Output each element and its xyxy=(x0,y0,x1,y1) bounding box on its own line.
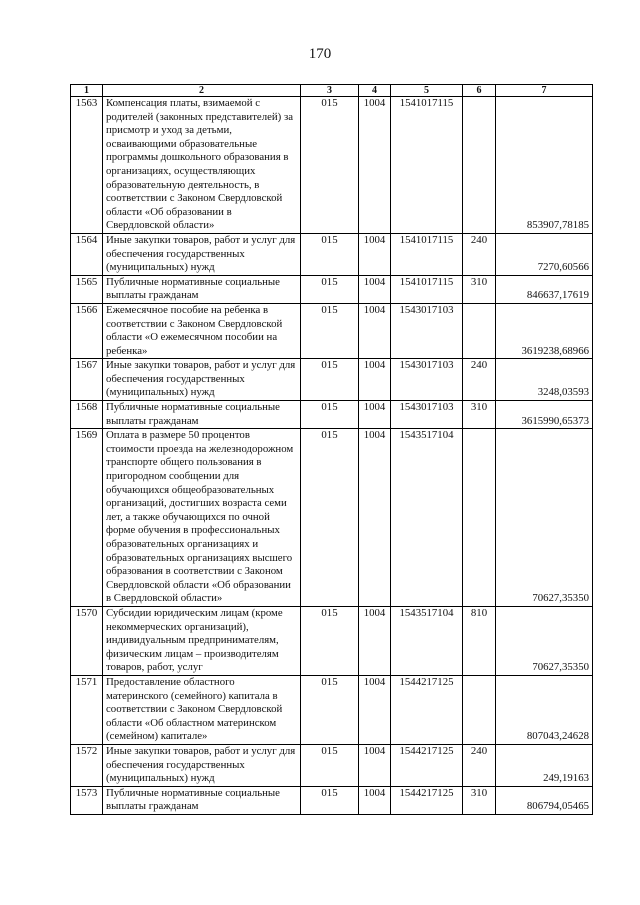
table-row xyxy=(71,97,593,234)
amount-value: 807043,24628 xyxy=(496,675,593,744)
target-article-code: 1541017115 xyxy=(391,97,463,234)
row-number: 1568 xyxy=(71,401,103,429)
table-row xyxy=(71,606,593,675)
row-description: Публичные нормативные социальные выплаты гражданам xyxy=(103,401,301,429)
amount-value: 806794,05465 xyxy=(496,786,593,814)
expense-type-code xyxy=(463,303,496,358)
department-code: 015 xyxy=(301,744,359,786)
row-number: 1563 xyxy=(71,97,103,234)
amount-value: 70627,35350 xyxy=(496,429,593,607)
section-code: 1004 xyxy=(359,97,391,234)
expense-type-code: 310 xyxy=(463,401,496,429)
column-header: 5 xyxy=(391,85,463,97)
section-code: 1004 xyxy=(359,359,391,401)
target-article-code: 1544217125 xyxy=(391,744,463,786)
column-header: 3 xyxy=(301,85,359,97)
target-article-code: 1543517104 xyxy=(391,429,463,607)
expense-type-code: 310 xyxy=(463,786,496,814)
amount-value: 3619238,68966 xyxy=(496,303,593,358)
table-row xyxy=(71,675,593,744)
row-number: 1565 xyxy=(71,275,103,303)
table-row xyxy=(71,303,593,358)
column-header: 1 xyxy=(71,85,103,97)
column-header: 6 xyxy=(463,85,496,97)
expense-type-code xyxy=(463,97,496,234)
target-article-code: 1544217125 xyxy=(391,786,463,814)
section-code: 1004 xyxy=(359,233,391,275)
amount-value: 3248,03593 xyxy=(496,359,593,401)
expense-type-code xyxy=(463,429,496,607)
target-article-code: 1543517104 xyxy=(391,606,463,675)
row-description: Ежемесячное пособие на ребенка в соответствии с Законом Свердловской области «О ежемесячном пособии на ребенка» xyxy=(103,303,301,358)
department-code: 015 xyxy=(301,401,359,429)
section-code: 1004 xyxy=(359,429,391,607)
row-description: Иные закупки товаров, работ и услуг для обеспечения государственных (муниципальных) нужд xyxy=(103,744,301,786)
amount-value: 7270,60566 xyxy=(496,233,593,275)
amount-value: 70627,35350 xyxy=(496,606,593,675)
expense-type-code xyxy=(463,675,496,744)
section-code: 1004 xyxy=(359,606,391,675)
row-description: Иные закупки товаров, работ и услуг для обеспечения государственных (муниципальных) нужд xyxy=(103,359,301,401)
row-number: 1569 xyxy=(71,429,103,607)
column-header: 4 xyxy=(359,85,391,97)
row-number: 1570 xyxy=(71,606,103,675)
row-number: 1567 xyxy=(71,359,103,401)
row-description: Оплата в размере 50 процентов стоимости проезда на железнодорожном транспорте общего пользования в пригородном сообщении для обучающихся общеобразовательных организаций, достигших возраста семи лет, а также обучающихся по очной форме обучения в профессиональных образовательных организациях и образовательных организациях высшего образования в соответствии с Законом Свердловской области «Об образовании в Свердловской области» xyxy=(103,429,301,607)
department-code: 015 xyxy=(301,275,359,303)
amount-value: 846637,17619 xyxy=(496,275,593,303)
target-article-code: 1541017115 xyxy=(391,233,463,275)
target-article-code: 1544217125 xyxy=(391,675,463,744)
amount-value: 249,19163 xyxy=(496,744,593,786)
row-description: Иные закупки товаров, работ и услуг для обеспечения государственных (муниципальных) нужд xyxy=(103,233,301,275)
section-code: 1004 xyxy=(359,275,391,303)
department-code: 015 xyxy=(301,786,359,814)
table-body xyxy=(71,97,593,815)
row-number: 1571 xyxy=(71,675,103,744)
amount-value: 853907,78185 xyxy=(496,97,593,234)
section-code: 1004 xyxy=(359,401,391,429)
target-article-code: 1541017115 xyxy=(391,275,463,303)
row-description: Публичные нормативные социальные выплаты гражданам xyxy=(103,786,301,814)
section-code: 1004 xyxy=(359,786,391,814)
row-number: 1573 xyxy=(71,786,103,814)
row-description: Предоставление областного материнского (семейного) капитала в соответствии с Законом Свердловской области «Об областном материнском (семейном) капитале» xyxy=(103,675,301,744)
expense-type-code: 240 xyxy=(463,359,496,401)
table-header-row xyxy=(71,85,593,97)
budget-table xyxy=(70,84,593,815)
department-code: 015 xyxy=(301,233,359,275)
row-number: 1566 xyxy=(71,303,103,358)
target-article-code: 1543017103 xyxy=(391,401,463,429)
department-code: 015 xyxy=(301,97,359,234)
amount-value: 3615990,65373 xyxy=(496,401,593,429)
department-code: 015 xyxy=(301,303,359,358)
section-code: 1004 xyxy=(359,675,391,744)
table-row xyxy=(71,786,593,814)
department-code: 015 xyxy=(301,606,359,675)
expense-type-code: 240 xyxy=(463,744,496,786)
department-code: 015 xyxy=(301,359,359,401)
expense-type-code: 310 xyxy=(463,275,496,303)
column-header: 2 xyxy=(103,85,301,97)
expense-type-code: 810 xyxy=(463,606,496,675)
row-number: 1564 xyxy=(71,233,103,275)
row-description: Публичные нормативные социальные выплаты гражданам xyxy=(103,275,301,303)
table-row xyxy=(71,744,593,786)
row-description: Субсидии юридическим лицам (кроме некоммерческих организаций), индивидуальным предпринимателям, физическим лицам – производителям товаров, работ, услуг xyxy=(103,606,301,675)
table-row xyxy=(71,233,593,275)
section-code: 1004 xyxy=(359,744,391,786)
column-header: 7 xyxy=(496,85,593,97)
target-article-code: 1543017103 xyxy=(391,359,463,401)
row-description: Компенсация платы, взимаемой с родителей (законных представителей) за присмотр и уход за детьми, осваивающими образовательные программы дошкольного образования в организациях, осуществляющих образовательную деятельность, в соответствии с Законом Свердловской области «Об образовании в Свердловской области» xyxy=(103,97,301,234)
table-row xyxy=(71,429,593,607)
page-number: 170 xyxy=(308,46,332,62)
table-row xyxy=(71,401,593,429)
section-code: 1004 xyxy=(359,303,391,358)
table-row xyxy=(71,275,593,303)
target-article-code: 1543017103 xyxy=(391,303,463,358)
table-row xyxy=(71,359,593,401)
expense-type-code: 240 xyxy=(463,233,496,275)
department-code: 015 xyxy=(301,429,359,607)
department-code: 015 xyxy=(301,675,359,744)
row-number: 1572 xyxy=(71,744,103,786)
